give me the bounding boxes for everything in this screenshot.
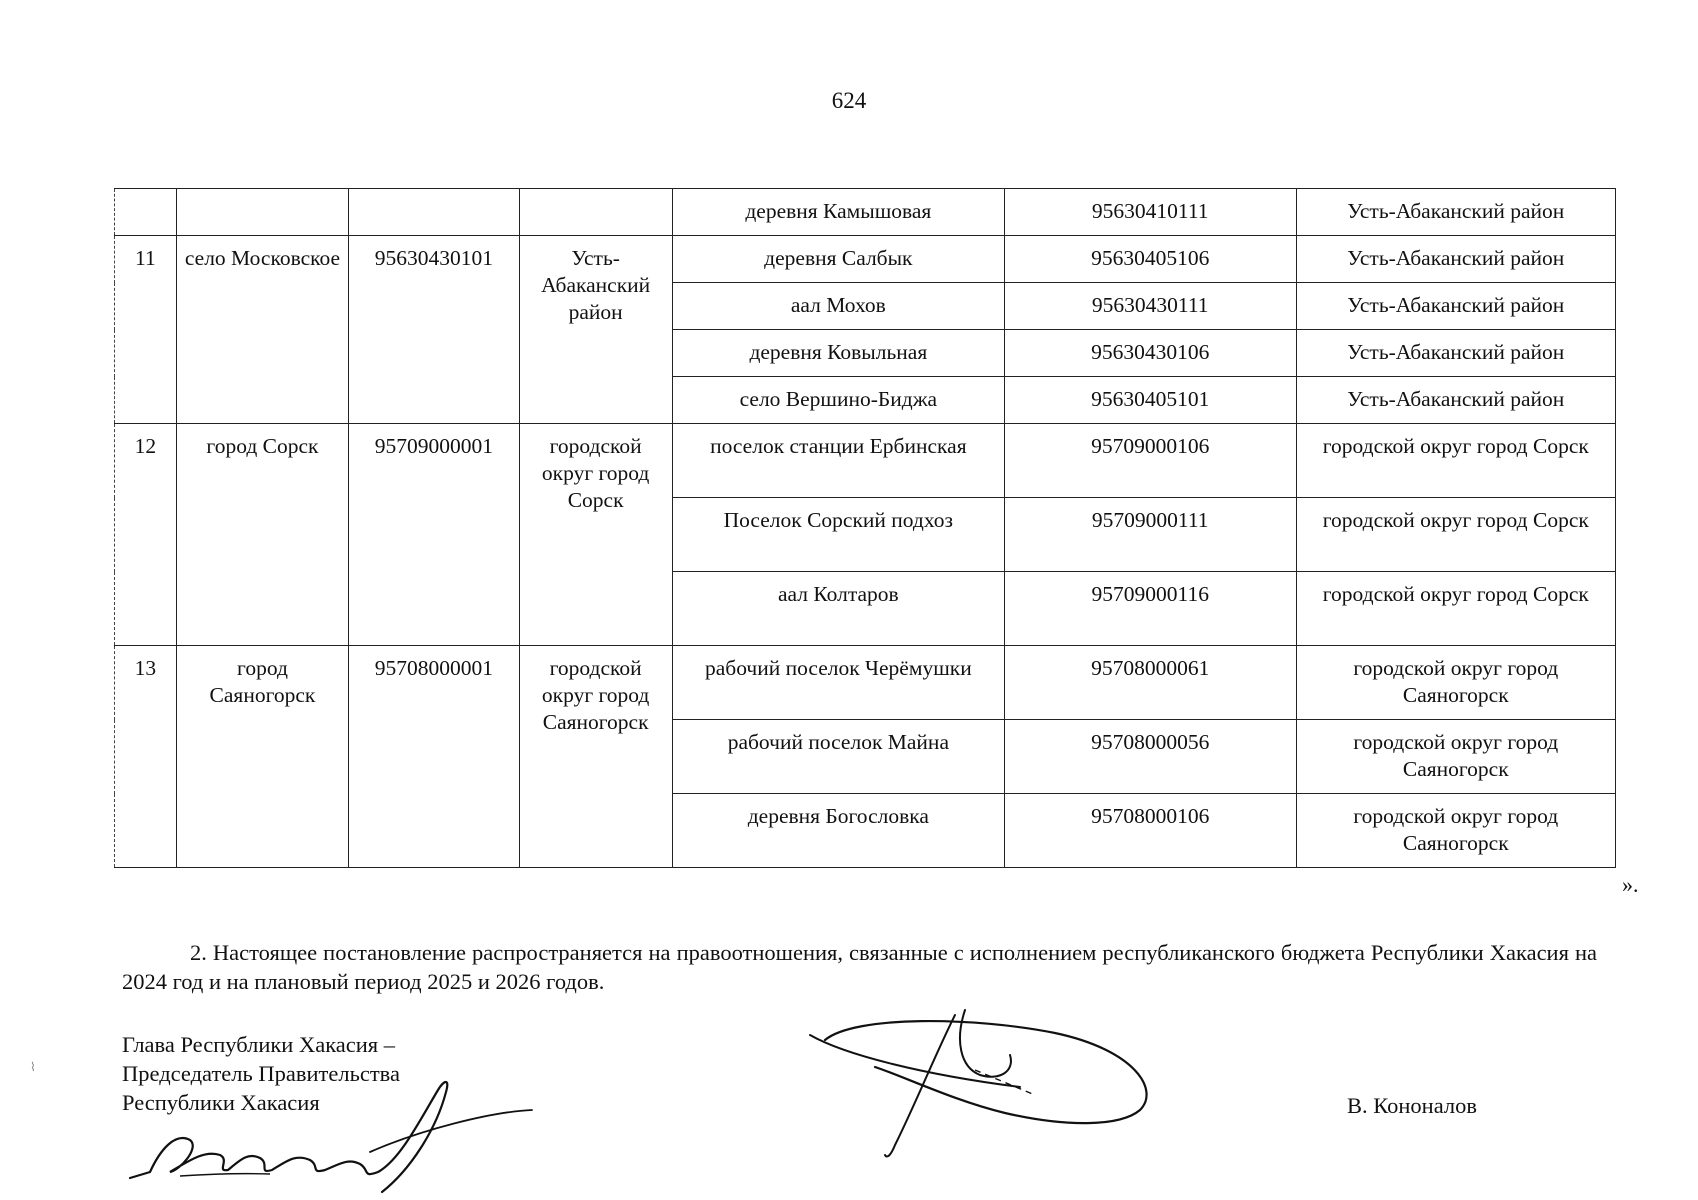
table-cell: Усть-Абаканский район	[1296, 189, 1615, 236]
table-cell: городской округ город Сорск	[1296, 498, 1615, 572]
table-cell: городской округ город Сорск	[1296, 572, 1615, 646]
settlements-table	[114, 188, 1616, 868]
paragraph-2: 2. Настоящее постановление распространяется на правоотношения, связанные с исполнением республиканского бюджета Республики Хакасия на 2024 год и на плановый период 2025 и 2026 годов.	[122, 940, 1597, 994]
table-row	[115, 424, 1616, 498]
table-cell: городской округ город Саяногорск	[1296, 646, 1615, 720]
table-cell: деревня Богословка	[672, 794, 1004, 868]
settlement-name: город Саяногорск	[176, 646, 348, 868]
table-cell: деревня Салбык	[672, 236, 1004, 283]
table-cell: 95630410111	[1004, 189, 1296, 236]
signatory-title-line: Республики Хакасия	[122, 1090, 320, 1115]
settlement-code: 95708000001	[349, 646, 519, 868]
table-cell: поселок станции Ербинская	[672, 424, 1004, 498]
signatory-title-line: Глава Республики Хакасия –	[122, 1032, 396, 1057]
settlement-code: 95630430101	[349, 236, 519, 424]
table-cell: городской округ город Саяногорск	[1296, 720, 1615, 794]
table-cell: рабочий поселок Черёмушки	[672, 646, 1004, 720]
table-cell	[115, 189, 177, 236]
table-cell: Усть-Абаканский район	[1296, 236, 1615, 283]
closing-quote: ».	[1622, 872, 1639, 897]
table-cell: Усть-Абаканский район	[1296, 283, 1615, 330]
signatory-name: В. Кононалов	[1347, 1093, 1478, 1118]
table-cell: аал Мохов	[672, 283, 1004, 330]
settlement-name: город Сорск	[176, 424, 348, 646]
settlement-code: 95709000001	[349, 424, 519, 646]
table-cell: Поселок Сорский подхоз	[672, 498, 1004, 572]
row-number: 11	[115, 236, 177, 424]
table-cell: рабочий поселок Майна	[672, 720, 1004, 794]
table-cell	[519, 189, 672, 236]
handwritten-signature-left	[120, 1060, 540, 1200]
table-cell	[349, 189, 519, 236]
table-cell: Усть-Абаканский район	[1296, 330, 1615, 377]
table-cell: 95708000056	[1004, 720, 1296, 794]
table-cell: деревня Ковыльная	[672, 330, 1004, 377]
settlement-name: село Московское	[176, 236, 348, 424]
table-cell	[176, 189, 348, 236]
municipality: городской округ город Сорск	[519, 424, 672, 646]
table-cell: 95708000106	[1004, 794, 1296, 868]
table-cell: аал Колтаров	[672, 572, 1004, 646]
table-cell: 95709000116	[1004, 572, 1296, 646]
table-cell: 95630405101	[1004, 377, 1296, 424]
table-row	[115, 646, 1616, 720]
table-cell: 95709000106	[1004, 424, 1296, 498]
municipality: Усть-Абаканский район	[519, 236, 672, 424]
handwritten-signature-center	[805, 995, 1165, 1175]
table-row	[115, 189, 1616, 236]
signatory-title-line: Председатель Правительства	[122, 1061, 400, 1086]
table-cell: Усть-Абаканский район	[1296, 377, 1615, 424]
table-cell: 95630430111	[1004, 283, 1296, 330]
row-number: 13	[115, 646, 177, 868]
table-cell: городской округ город Саяногорск	[1296, 794, 1615, 868]
table-cell: 95709000111	[1004, 498, 1296, 572]
table-cell: 95630405106	[1004, 236, 1296, 283]
table-cell: деревня Камышовая	[672, 189, 1004, 236]
table-row	[115, 236, 1616, 283]
row-number: 12	[115, 424, 177, 646]
table-cell: 95630430106	[1004, 330, 1296, 377]
page-number: 624	[831, 88, 867, 113]
table-cell: 95708000061	[1004, 646, 1296, 720]
table-cell: городской округ город Сорск	[1296, 424, 1615, 498]
table-cell: село Вершино-Биджа	[672, 377, 1004, 424]
scan-mark: ⌇	[30, 1060, 36, 1074]
municipality: городской округ город Саяногорск	[519, 646, 672, 868]
